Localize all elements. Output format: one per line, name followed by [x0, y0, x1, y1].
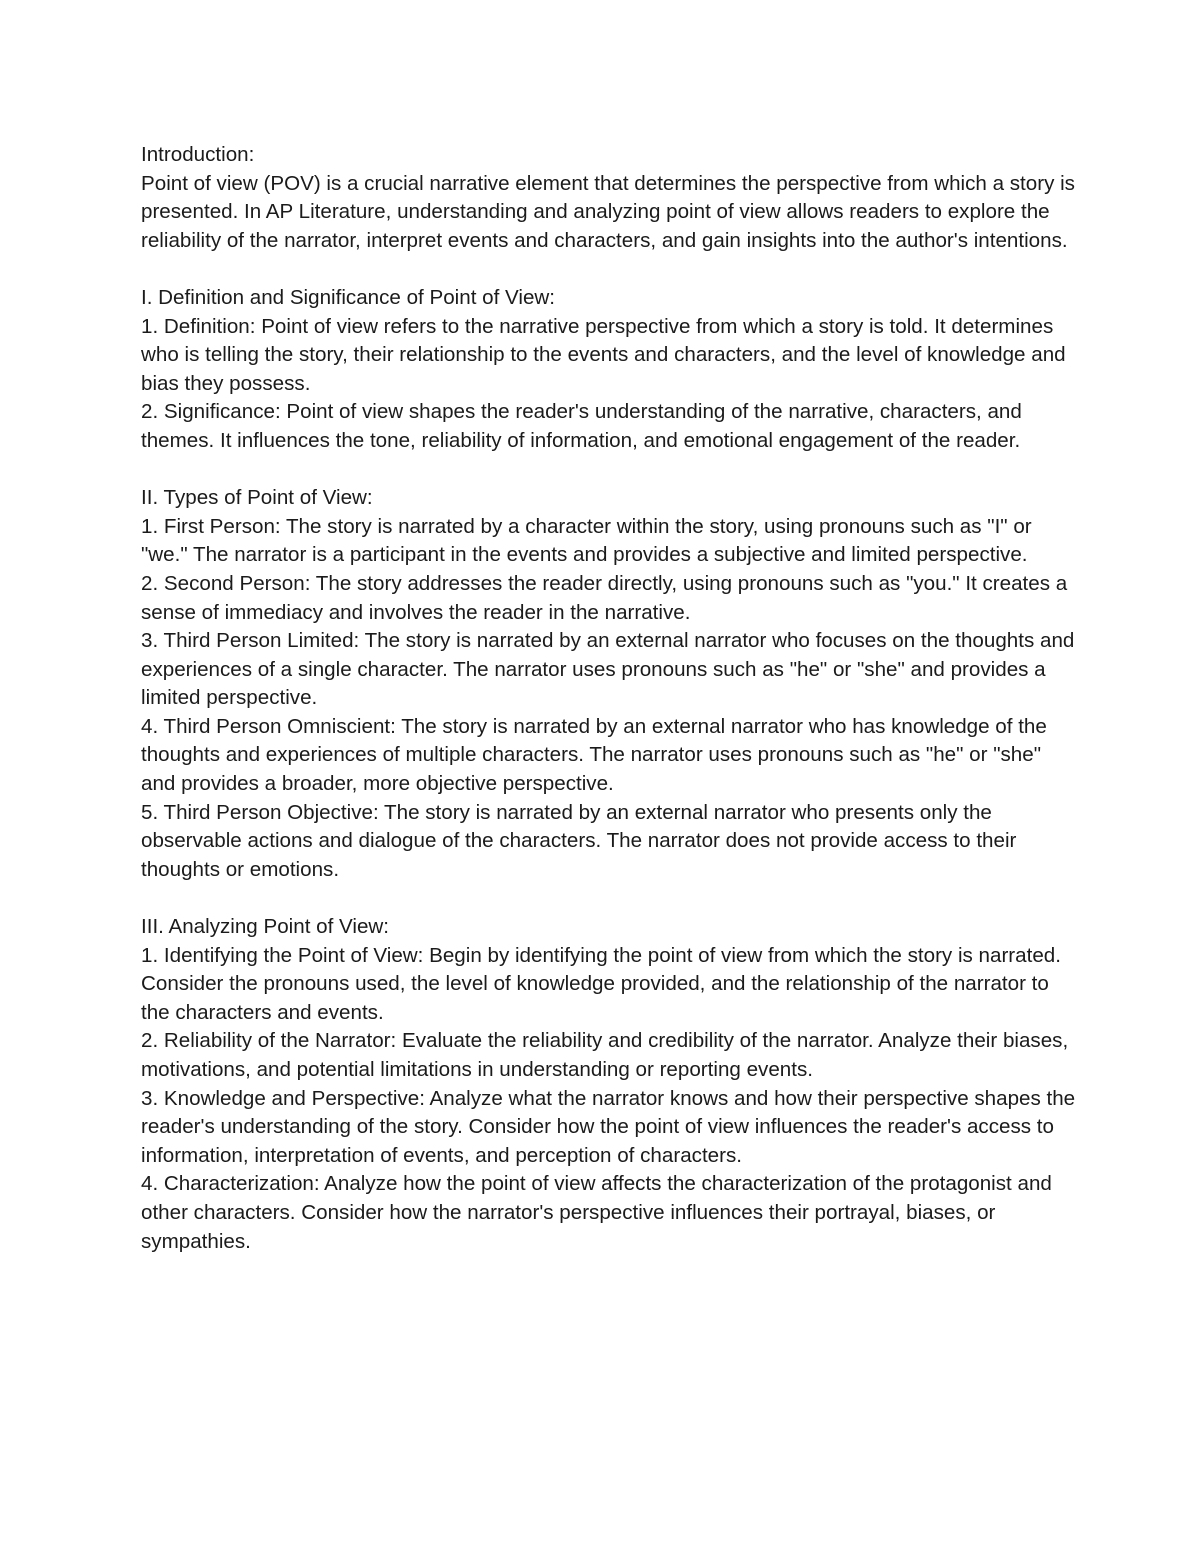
- introduction-body: Point of view (POV) is a crucial narrative element that determines the perspective from which a story is presented. In AP Literature, understanding and analyzing point of view allows readers to explore the reliability of the narrator, interpret events and characters, and gain insights into the author's intentions.: [141, 171, 1075, 252]
- definition-significance-section: [141, 284, 1081, 456]
- list-item: 1. Identifying the Point of View: Begin by identifying the point of view from which the story is narrated. Consider the pronouns used, the level of knowledge provided, and the relationship of the narrator to the characters and events.: [141, 943, 1061, 1024]
- list-item: 2. Second Person: The story addresses the reader directly, using pronouns such as "you." It creates a sense of immediacy and involves the reader in the narrative.: [141, 571, 1068, 624]
- introduction-heading: Introduction:: [141, 143, 255, 166]
- document-page: [141, 141, 1081, 1256]
- analyzing-section: [141, 913, 1081, 1256]
- list-item: 1. Definition: Point of view refers to the narrative perspective from which a story is told. It determines who is telling the story, their relationship to the events and characters, and the level of knowledge and bias they possess.: [141, 314, 1066, 395]
- section-heading: III. Analyzing Point of View:: [141, 915, 390, 939]
- list-item: 3. Third Person Limited: The story is narrated by an external narrator who focuses on the thoughts and experiences of a single character. The narrator uses pronouns such as "he" or "she" and provides a limited perspective.: [141, 629, 1075, 710]
- list-item: 4. Third Person Omniscient: The story is narrated by an external narrator who has knowledge of the thoughts and experiences of multiple characters. The narrator uses pronouns such as "he" or "she" and provides a broader, more objective perspective.: [141, 714, 1047, 796]
- list-item: 2. Significance: Point of view shapes the reader's understanding of the narrative, characters, and themes. It influences the tone, reliability of information, and emotional engagement of the reader.: [141, 400, 1022, 452]
- list-item: 1. First Person: The story is narrated by a character within the story, using pronouns such as "I" or "we." The narrator is a participant in the events and provides a subjective and limited perspective.: [141, 514, 1032, 567]
- section-heading: II. Types of Point of View:: [141, 486, 373, 510]
- list-item: 4. Characterization: Analyze how the point of view affects the characterization of the protagonist and other characters. Consider how the narrator's perspective influences their portrayal, biases, or sympathies.: [141, 1172, 1052, 1253]
- types-section: [141, 484, 1081, 884]
- list-item: 2. Reliability of the Narrator: Evaluate the reliability and credibility of the narrator. Analyze their biases, motivations, and potential limitations in understanding or reporting events.: [141, 1029, 1069, 1081]
- list-item: 5. Third Person Objective: The story is narrated by an external narrator who presents only the observable actions and dialogue of the characters. The narrator does not provide access to their thoughts or emotions.: [141, 800, 1017, 881]
- list-item: 3. Knowledge and Perspective: Analyze what the narrator knows and how their perspective shapes the reader's understanding of the story. Consider how the point of view influences the reader's access to information, interpretation of events, and perception of characters.: [141, 1086, 1076, 1167]
- introduction-section: [141, 141, 1081, 255]
- section-heading: I. Definition and Significance of Point of View:: [141, 285, 556, 309]
